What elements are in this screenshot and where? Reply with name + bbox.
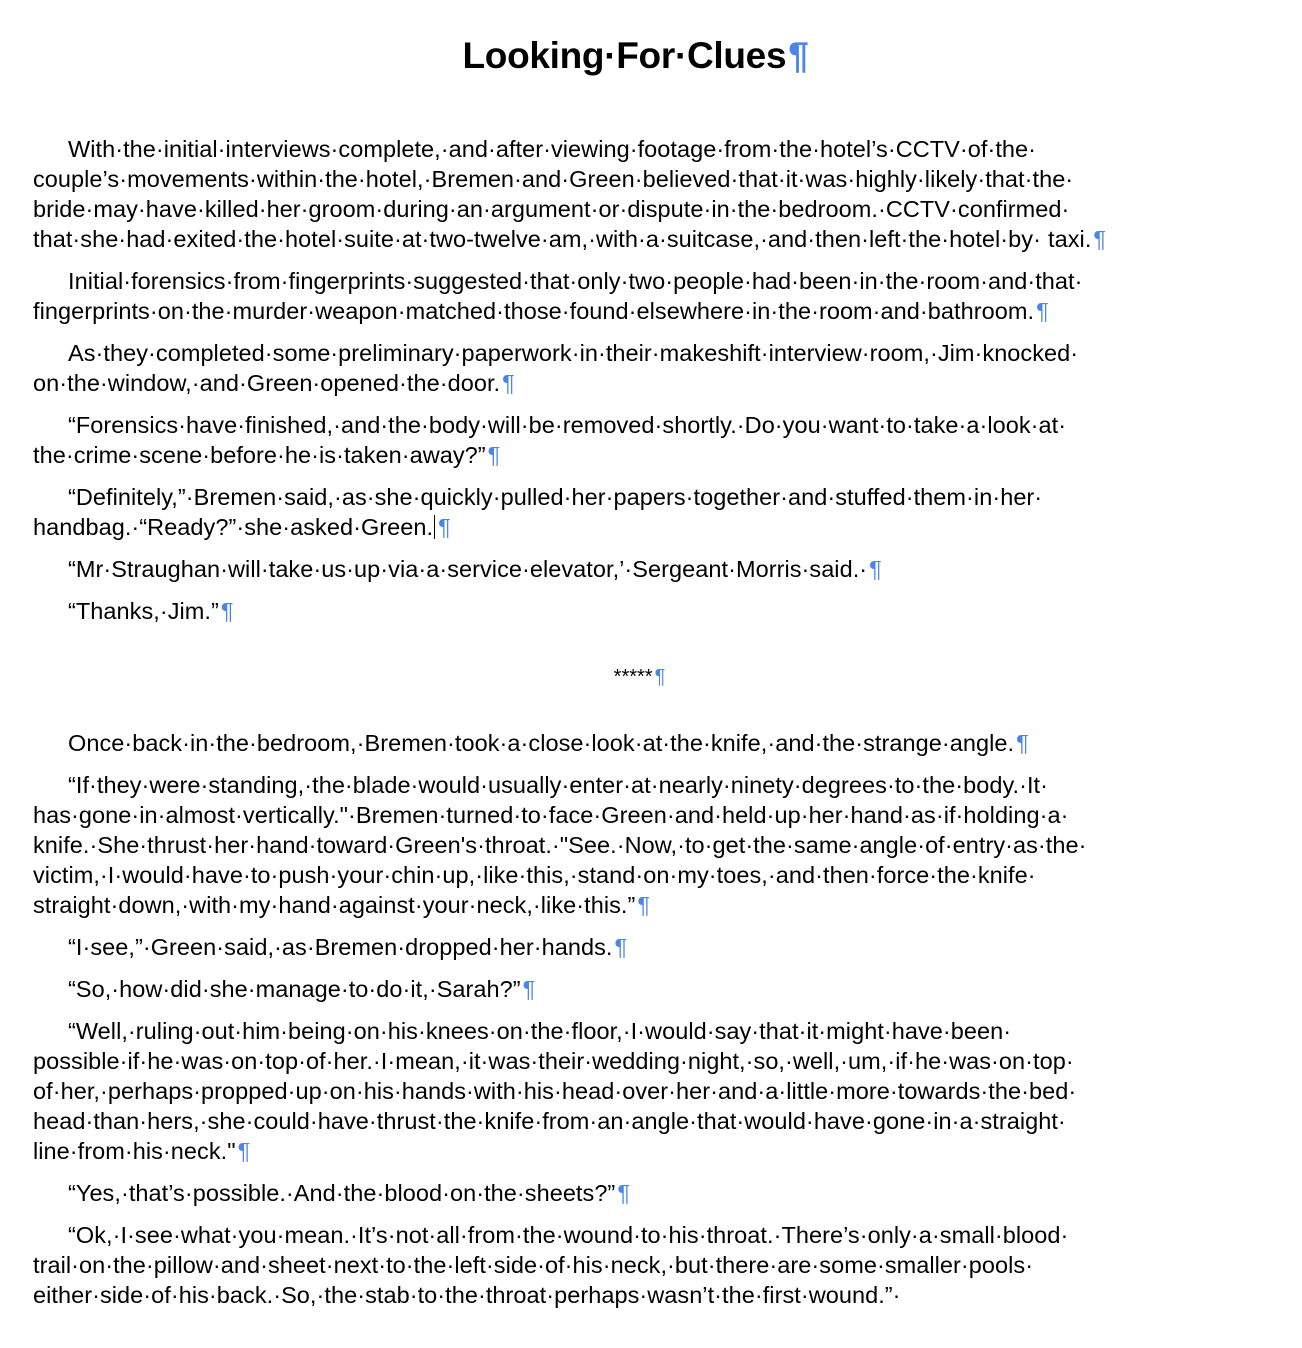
document-title[interactable]: Looking·For·Clues¶ <box>462 35 809 76</box>
paragraph[interactable]: “If·they·were·standing,·the·blade·would·usually·enter·at·nearly·ninety·degrees·to·the·body.·It· has·gone·in·almost·vertically."·Bremen·turned·to·face·Green·and·held·up·her·hand·as·if·holding·a· knife.·She·thrust·her·hand·toward·Green's·throat.·"See.·Now,·to·get·the·same·angle·of·entry·as·the· victim,·I·would·have·to·push·your·chin·up,·like·this,·stand·on·my·toes,·and·then·force·the·knife· straight·down,·with·my·hand·against·your·neck,·like·this.”¶ <box>33 772 1087 918</box>
pilcrow-mark: ¶ <box>637 892 651 918</box>
pilcrow-mark: ¶ <box>237 1138 251 1164</box>
document-body[interactable] <box>33 134 1238 1310</box>
paragraph[interactable]: “Thanks,·Jim.”¶ <box>68 598 234 624</box>
section-separator[interactable]: ***** ¶ <box>613 666 666 688</box>
paragraph[interactable]: “Definitely,”·Bremen·said,·as·she·quickly·pulled·her·papers·together·and·stuffed·them·in·her· handbag.·“Ready?”·she·asked·Green. ¶ <box>33 484 1043 540</box>
paragraph[interactable]: “Ok,·I·see·what·you·mean.·It’s·not·all·from·the·wound·to·his·throat.·There’s·only·a·small·blood· trail·on·the·pillow·and·sheet·next·to·the·left·side·of·his·neck,·but·there·are·some·smaller·pools· either·side·of·his·back.·So,·the·stab·to·the·throat·perhaps·wasn’t·the·first·wound.”· <box>33 1222 1069 1308</box>
pilcrow-mark: ¶ <box>487 442 501 468</box>
paragraph[interactable]: As·they·completed·some·preliminary·paperwork·in·their·makeshift·interview·room,·Jim·knocked· on·the·window,·and·Green·opened·the·door.¶ <box>33 340 1079 396</box>
pilcrow-mark: ¶ <box>788 35 809 76</box>
paragraph[interactable]: “Yes,·that’s·possible.·And·the·blood·on·the·sheets?”¶ <box>68 1180 630 1206</box>
document-page[interactable] <box>33 0 1238 1322</box>
pilcrow-mark: ¶ <box>1016 730 1029 756</box>
pilcrow-mark: ¶ <box>614 934 628 960</box>
paragraph[interactable]: Once·back·in·the·bedroom,·Bremen·took·a·close·look·at·the·knife,·and·the·strange·angle.¶ <box>68 730 1029 756</box>
pilcrow-mark: ¶ <box>869 556 882 582</box>
paragraph[interactable]: “Forensics·have·finished,·and·the·body·will·be·removed·shortly.·Do·you·want·to·take·a·look·at· the·crime·scene·before·he·is·taken·away?”¶ <box>33 412 1067 468</box>
text-cursor <box>434 515 435 539</box>
pilcrow-mark: ¶ <box>1036 298 1049 324</box>
pilcrow-mark: ¶ <box>502 370 515 396</box>
paragraph[interactable]: “Well,·ruling·out·him·being·on·his·knees·on·the·floor,·I·would·say·that·it·might·have·been· possible·if·he·was·on·top·of·her.·I·mean,·it·was·their·wedding·night,·so,·well,·um,·if·he·was·on·top· of·her,·perhaps·propped·up·on·his·hands·with·his·head·over·her·and·a·little·more·towards·the·bed· head·than·hers,·she·could·have·thrust·the·knife·from·an·angle·that·would·have·gone·in·a·straight· line·from·his·neck."¶ <box>33 1018 1077 1164</box>
pilcrow-mark: ¶ <box>1093 226 1107 252</box>
pilcrow-mark: ¶ <box>438 514 451 540</box>
pilcrow-mark: ¶ <box>654 666 666 688</box>
pilcrow-mark: ¶ <box>220 598 234 624</box>
paragraph[interactable]: “Mr·Straughan·will·take·us·up·via·a·service·elevator,’·Sergeant·Morris·said.·¶ <box>68 556 882 582</box>
paragraph[interactable]: “I·see,”·Green·said,·as·Bremen·dropped·her·hands.¶ <box>68 934 628 960</box>
paragraph[interactable]: With·the·initial·interviews·complete,·and·after·viewing·footage·from·the·hotel’s·CCTV·of·the· couple’s·movements·within·the·hotel,·Bremen·and·Green·believed·that·it·was·highly·likely·that·the· bride·may·have·killed·her·groom·during·an·argument·or·dispute·in·the·bedroom.·CCTV·confirmed· that·she·had·exited·the·hotel·suite·at·two-twelve·am,·with·a·suitcase,·and·then·left·the·hotel·by· taxi.¶ <box>33 136 1107 252</box>
pilcrow-mark: ¶ <box>522 976 536 1002</box>
pilcrow-mark: ¶ <box>617 1180 630 1206</box>
paragraph[interactable]: “So,·how·did·she·manage·to·do·it,·Sarah?”¶ <box>68 976 536 1002</box>
paragraph[interactable]: Initial·forensics·from·fingerprints·suggested·that·only·two·people·had·been·in·the·room·and·that· fingerprints·on·the·murder·weapon·matched·those·found·elsewhere·in·the·room·and·bathroom.¶ <box>33 268 1083 324</box>
